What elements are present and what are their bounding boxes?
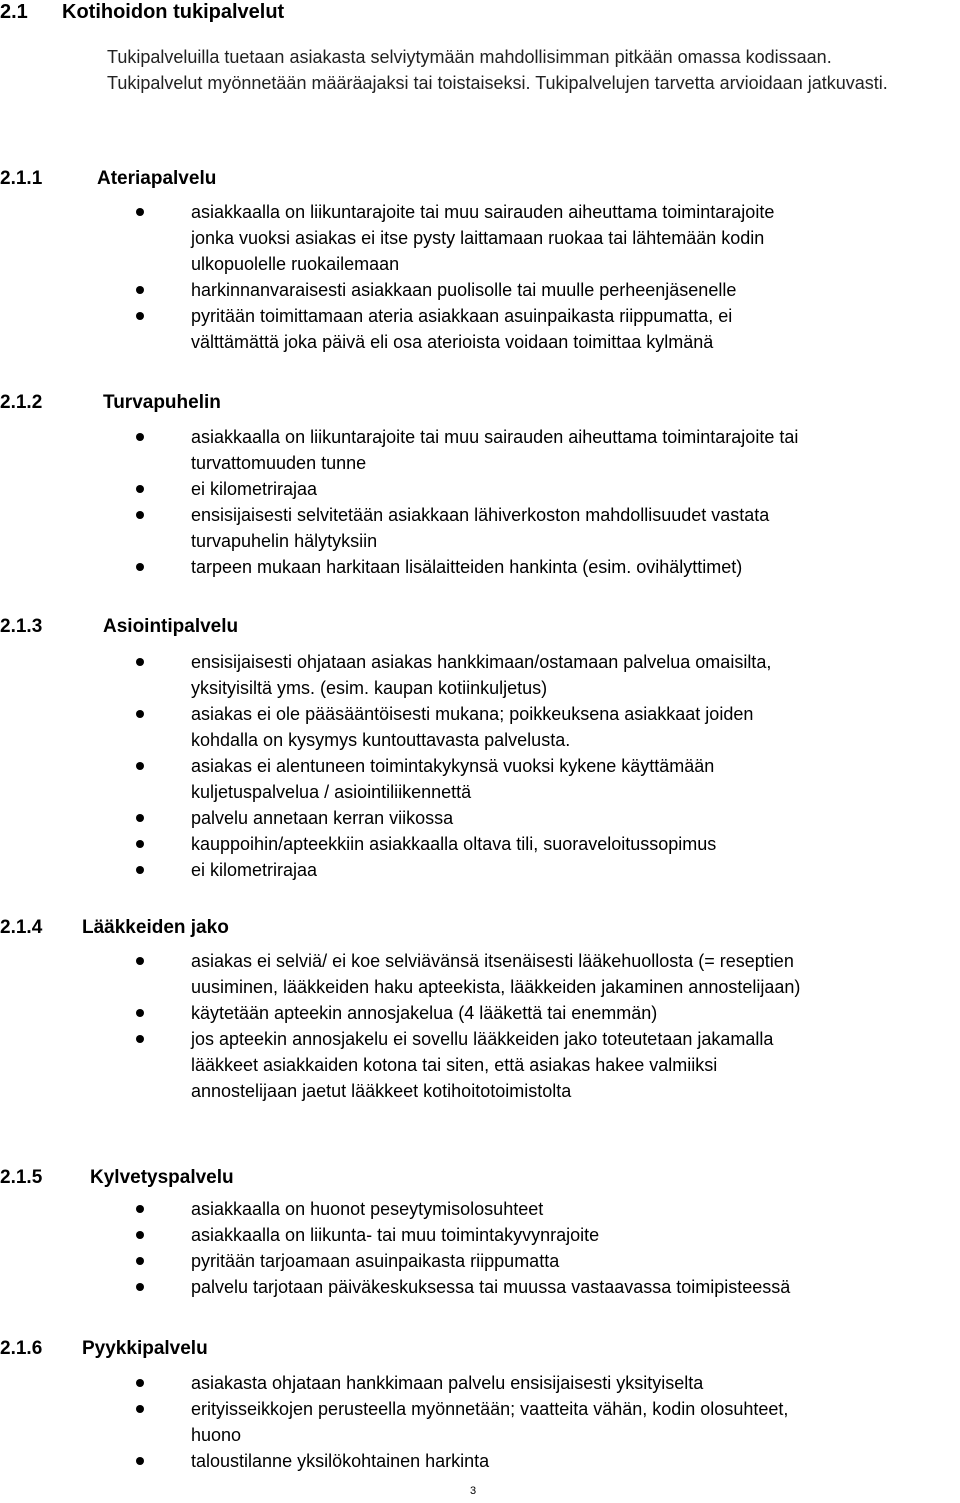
list-item [0,1222,960,1248]
bullet-icon [136,957,144,965]
list-item-text: käytetään apteekin annosjakelua (4 lääkettä tai enemmän) [191,1003,658,1023]
bullet-icon [136,840,144,848]
list-item-text: asiakkaalla on liikuntarajoite tai muu sairauden aiheuttama toimintarajoite jonka vuoksi asiakas ei itse pysty laittamaan ruokaa tai lähtemään kodin ulkopuolelle ruokailemaan [191,202,775,274]
bullet-icon [136,814,144,822]
list-item-text: jos apteekin annosjakelu ei sovellu lääkkeiden jako toteutetaan jakamalla lääkkeet asiakkaiden kotona tai siten, että asiakas hakee valmiiksi annostelijaan jaetut lääkkeet kotihoitotoimistolta [191,1029,774,1101]
subsection-number: 2.1.5 [0,1167,43,1188]
subsection-title: Kylvetyspalvelu [90,1167,234,1188]
list-item [0,831,960,857]
bullet-list [0,199,960,355]
bullet-list [0,649,960,883]
subsection-number: 2.1.2 [0,392,43,413]
bullet-icon [136,485,144,493]
list-item-text: asiakas ei selviä/ ei koe selviävänsä itsenäisesti lääkehuollosta (= reseptien uusiminen, lääkkeiden haku apteekista, lääkkeiden jakaminen annostelijaan) [191,951,801,997]
list-item-text: asiakas ei ole pääsääntöisesti mukana; poikkeuksena asiakkaat joiden kohdalla on kysymys kuntouttavasta palvelusta. [191,704,754,750]
bullet-list [0,948,960,1104]
page-number: 3 [470,1485,477,1497]
subsection-pyykkipalvelu [0,1337,960,1474]
list-item [0,502,960,554]
bullet-icon [136,762,144,770]
subsection-number: 2.1.4 [0,917,43,938]
subsection-heading [0,391,960,415]
list-item-text: erityisseikkojen perusteella myönnetään; vaatteita vähän, kodin olosuhteet, huono [191,1399,789,1445]
bullet-icon [136,511,144,519]
bullet-icon [136,866,144,874]
list-item-text: harkinnanvaraisesti asiakkaan puolisolle tai muulle perheenjäsenelle [191,280,737,300]
list-item-text: asiakas ei alentuneen toimintakykynsä vuoksi kykene käyttämään kuljetuspalvelua / asiointiliikennettä [191,756,715,802]
list-item [0,303,960,355]
bullet-icon [136,286,144,294]
bullet-list [0,1370,960,1474]
list-item-text: taloustilanne yksilökohtainen harkinta [191,1451,490,1471]
list-item-text: ei kilometrirajaa [191,479,318,499]
bullet-icon [136,1009,144,1017]
subsection-heading [0,1166,960,1190]
subsection-title: Pyykkipalvelu [82,1338,208,1359]
list-item [0,554,960,580]
list-item [0,1196,960,1222]
list-item-text: asiakkaalla on liikunta- tai muu toimintakyvynrajoite [191,1225,600,1245]
subsection-turvapuhelin [0,391,960,580]
bullet-icon [136,1405,144,1413]
list-item-text: pyritään toimittamaan ateria asiakkaan asuinpaikasta riippumatta, ei välttämättä joka päivä eli osa aterioista voidaan toimittaa kylmänä [191,306,733,352]
subsection-title: Lääkkeiden jako [82,917,229,938]
list-item-text: ensisijaisesti ohjataan asiakas hankkimaan/ostamaan palvelua omaisilta, yksityisiltä yms. (esim. kaupan kotiinkuljetus) [191,652,772,698]
subsection-heading [0,167,960,191]
list-item-text: palvelu annetaan kerran viikossa [191,808,454,828]
bullet-icon [136,433,144,441]
list-item [0,1026,960,1104]
bullet-icon [136,312,144,320]
list-item [0,476,960,502]
subsection-number: 2.1.1 [0,168,43,189]
bullet-icon [136,563,144,571]
list-item-text: kauppoihin/apteekkiin asiakkaalla oltava tili, suoraveloitussopimus [191,834,717,854]
list-item [0,1396,960,1448]
subsection-heading [0,615,960,639]
list-item [0,701,960,753]
subsection-title: Turvapuhelin [103,392,221,413]
bullet-icon [136,710,144,718]
subsection-number: 2.1.3 [0,616,43,637]
list-item [0,753,960,805]
bullet-icon [136,1205,144,1213]
list-item [0,805,960,831]
list-item [0,649,960,701]
subsection-title: Ateriapalvelu [97,168,217,189]
bullet-list [0,1196,960,1300]
list-item [0,1248,960,1274]
list-item [0,948,960,1000]
list-item [0,277,960,303]
list-item-text: asiakkaalla on huonot peseytymisolosuhteet [191,1199,544,1219]
section-heading [0,0,284,24]
list-item [0,1274,960,1300]
list-item-text: asiakasta ohjataan hankkimaan palvelu ensisijaisesti yksityiselta [191,1373,704,1393]
section-heading-title: Kotihoidon tukipalvelut [62,1,285,23]
subsection-asiointipalvelu [0,615,960,883]
subsection-number: 2.1.6 [0,1338,43,1359]
list-item [0,857,960,883]
list-item-text: palvelu tarjotaan päiväkeskuksessa tai muussa vastaavassa toimipisteessä [191,1277,791,1297]
list-item-text: ensisijaisesti selvitetään asiakkaan lähiverkoston mahdollisuudet vastata turvapuhelin hälytyksiin [191,505,770,551]
bullet-icon [136,1231,144,1239]
bullet-icon [136,658,144,666]
subsection-ateriapalvelu [0,167,960,355]
list-item [0,199,960,277]
list-item-text: tarpeen mukaan harkitaan lisälaitteiden hankinta (esim. ovihälyttimet) [191,557,743,577]
list-item [0,1000,960,1026]
list-item-text: asiakkaalla on liikuntarajoite tai muu sairauden aiheuttama toimintarajoite tai turvattomuuden tunne [191,427,799,473]
subsection-heading [0,1337,960,1361]
list-item-text: ei kilometrirajaa [191,860,318,880]
bullet-list [0,424,960,580]
subsection-kylvetyspalvelu [0,1166,960,1300]
bullet-icon [136,208,144,216]
list-item-text: pyritään tarjoamaan asuinpaikasta riippumatta [191,1251,560,1271]
subsection-heading [0,916,960,940]
section-heading-number: 2.1 [0,1,28,23]
list-item [0,1448,960,1474]
list-item [0,424,960,476]
bullet-icon [136,1035,144,1043]
bullet-icon [136,1457,144,1465]
bullet-icon [136,1257,144,1265]
subsection-title: Asiointipalvelu [103,616,239,637]
bullet-icon [136,1283,144,1291]
intro-paragraph: Tukipalveluilla tuetaan asiakasta selviytymään mahdollisimman pitkään omassa kodissaan. Tukipalvelut myönnetään määräajaksi tai toistaiseksi. Tukipalvelujen tarvetta arvioidaan jatkuvasti. [107,47,888,93]
bullet-icon [136,1379,144,1387]
subsection-laakkeiden-jako [0,916,960,1104]
list-item [0,1370,960,1396]
